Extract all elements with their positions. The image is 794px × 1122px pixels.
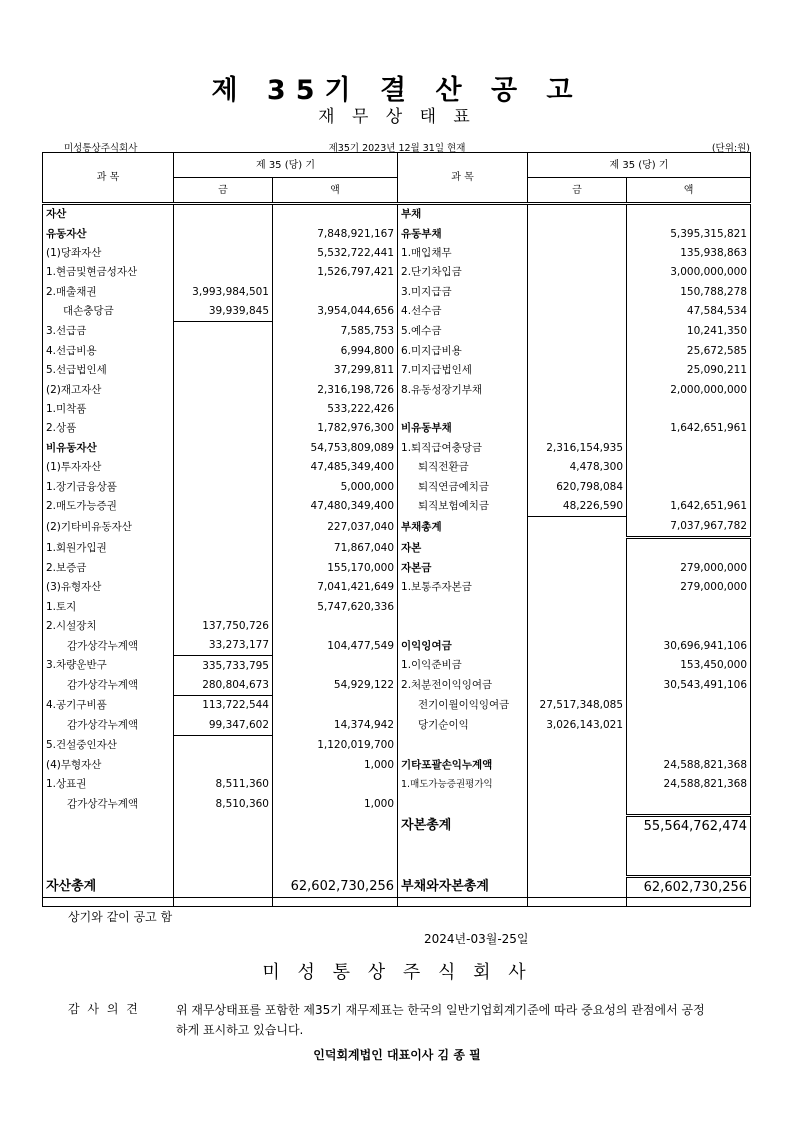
- left-amount-sub: [174, 597, 273, 616]
- right-account-label: [398, 400, 528, 419]
- right-amount-total: 5,395,315,821: [627, 224, 751, 243]
- table-row: [43, 204, 751, 225]
- left-account-label: 3.선급금: [43, 322, 174, 342]
- left-amount-sub: 8,510,360: [174, 794, 273, 815]
- right-account-label: 1.보통주자본금: [398, 578, 528, 597]
- right-amount-sub: [528, 381, 627, 400]
- right-amount-sub: [528, 815, 627, 836]
- right-amount-total: 279,000,000: [627, 578, 751, 597]
- right-amount-total: 24,588,821,368: [627, 775, 751, 794]
- left-amount-total: [273, 204, 398, 225]
- left-amount-total: [273, 656, 398, 676]
- right-amount-total: [627, 400, 751, 419]
- table-row: [43, 322, 751, 342]
- right-amount-total: [627, 538, 751, 559]
- right-account-label: 비유동부채: [398, 419, 528, 438]
- right-amount-sub: [528, 342, 627, 361]
- right-amount-total: 55,564,762,474: [627, 815, 751, 836]
- left-amount-total: [273, 836, 398, 855]
- left-amount-sub: [174, 400, 273, 419]
- right-amount-total: 3,000,000,000: [627, 263, 751, 282]
- left-amount-total: 7,041,421,649: [273, 578, 398, 597]
- left-account-label: [43, 836, 174, 855]
- left-amount-sub: [174, 855, 273, 876]
- left-account-label: 4.선급비용: [43, 342, 174, 361]
- balance-sheet-body: [43, 204, 751, 907]
- right-amount-sub: [528, 517, 627, 538]
- right-account-label: [398, 617, 528, 636]
- left-amount-total: 37,299,811: [273, 361, 398, 380]
- header-amount-right-1: 금: [528, 178, 627, 204]
- left-amount-total: 3,954,044,656: [273, 302, 398, 322]
- table-row: [43, 815, 751, 836]
- table-row: [43, 381, 751, 400]
- closing-cell: [528, 898, 627, 907]
- right-account-label: 당기순이익: [398, 716, 528, 736]
- left-account-label: 자산: [43, 204, 174, 225]
- table-row: [43, 676, 751, 696]
- right-account-label: 1.이익준비금: [398, 656, 528, 676]
- right-amount-sub: [528, 361, 627, 380]
- left-account-label: 자산총계: [43, 876, 174, 897]
- right-amount-total: [627, 716, 751, 736]
- table-row: [43, 636, 751, 656]
- table-row: [43, 458, 751, 477]
- right-account-label: 부채: [398, 204, 528, 225]
- left-account-label: 2.매도가능증권: [43, 497, 174, 517]
- left-amount-sub: [174, 263, 273, 282]
- right-amount-sub: [528, 617, 627, 636]
- left-account-label: 유동자산: [43, 224, 174, 243]
- left-amount-sub: 3,993,984,501: [174, 283, 273, 302]
- left-amount-sub: [174, 755, 273, 774]
- right-account-label: 이익잉여금: [398, 636, 528, 656]
- left-amount-total: 1,000: [273, 755, 398, 774]
- right-amount-sub: [528, 302, 627, 322]
- left-amount-total: 5,000,000: [273, 477, 398, 496]
- left-amount-total: 1,526,797,421: [273, 263, 398, 282]
- closing-cell: [627, 898, 751, 907]
- table-row: [43, 497, 751, 517]
- right-account-label: 퇴직전환금: [398, 458, 528, 477]
- right-amount-sub: 4,478,300: [528, 458, 627, 477]
- left-amount-sub: [174, 342, 273, 361]
- header-subject-right: 과 목: [398, 153, 528, 204]
- right-account-label: 4.선수금: [398, 302, 528, 322]
- left-amount-sub: [174, 439, 273, 458]
- closing-cell: [398, 898, 528, 907]
- left-amount-total: 6,994,800: [273, 342, 398, 361]
- left-amount-total: 1,782,976,300: [273, 419, 398, 438]
- left-amount-sub: [174, 736, 273, 756]
- right-account-label: 전기이월이익잉여금: [398, 696, 528, 716]
- table-row: [43, 224, 751, 243]
- table-row: [43, 876, 751, 897]
- left-amount-total: [273, 775, 398, 794]
- right-account-label: [398, 855, 528, 876]
- right-amount-sub: [528, 775, 627, 794]
- right-amount-sub: [528, 597, 627, 616]
- right-amount-total: 10,241,350: [627, 322, 751, 342]
- right-amount-total: 135,938,863: [627, 244, 751, 263]
- table-row: [43, 302, 751, 322]
- left-account-label: [43, 815, 174, 836]
- company-name-small: 미성통상주식회사: [64, 143, 138, 154]
- left-amount-sub: 8,511,360: [174, 775, 273, 794]
- right-amount-sub: [528, 855, 627, 876]
- table-row: [43, 855, 751, 876]
- table-row: [43, 578, 751, 597]
- right-account-label: 8.유동성장기부채: [398, 381, 528, 400]
- left-amount-sub: [174, 815, 273, 836]
- closing-cell: [273, 898, 398, 907]
- right-amount-sub: [528, 578, 627, 597]
- right-amount-total: 153,450,000: [627, 656, 751, 676]
- right-account-label: 자본: [398, 538, 528, 559]
- right-account-label: [398, 597, 528, 616]
- table-row: [43, 755, 751, 774]
- right-amount-sub: [528, 400, 627, 419]
- right-amount-sub: [528, 263, 627, 282]
- table-row: [43, 244, 751, 263]
- right-amount-total: [627, 836, 751, 855]
- table-row: [43, 736, 751, 756]
- left-amount-total: 1,120,019,700: [273, 736, 398, 756]
- right-amount-sub: 27,517,348,085: [528, 696, 627, 716]
- right-account-label: 5.예수금: [398, 322, 528, 342]
- right-amount-sub: [528, 322, 627, 342]
- right-account-label: 기타포괄손익누계액: [398, 755, 528, 774]
- table-row: [43, 419, 751, 438]
- left-amount-total: [273, 815, 398, 836]
- left-account-label: 2.상품: [43, 419, 174, 438]
- left-amount-total: 533,222,426: [273, 400, 398, 419]
- left-account-label: 2.시설장치: [43, 617, 174, 636]
- right-amount-total: 7,037,967,782: [627, 517, 751, 538]
- left-amount-sub: [174, 517, 273, 538]
- left-account-label: 감가상각누계액: [43, 716, 174, 736]
- unit-label: (단위:원): [711, 143, 750, 154]
- left-amount-sub: 335,733,795: [174, 656, 273, 676]
- left-amount-sub: [174, 876, 273, 897]
- left-account-label: 2.매출채권: [43, 283, 174, 302]
- left-amount-total: 47,485,349,400: [273, 458, 398, 477]
- right-account-label: 퇴직보험예치금: [398, 497, 528, 517]
- left-account-label: (4)무형자산: [43, 755, 174, 774]
- right-amount-total: [627, 736, 751, 756]
- table-row: [43, 716, 751, 736]
- right-account-label: 유동부채: [398, 224, 528, 243]
- table-row: [43, 775, 751, 794]
- left-account-label: 5.건설중인자산: [43, 736, 174, 756]
- left-amount-sub: [174, 224, 273, 243]
- company-name: 미 성 통 상 주 식 회 사: [262, 962, 532, 983]
- left-account-label: 1.토지: [43, 597, 174, 616]
- right-amount-total: 30,696,941,106: [627, 636, 751, 656]
- left-amount-sub: [174, 244, 273, 263]
- right-amount-total: [627, 696, 751, 716]
- left-amount-sub: [174, 458, 273, 477]
- right-amount-total: 25,090,211: [627, 361, 751, 380]
- right-account-label: 2.처분전이익잉여금: [398, 676, 528, 696]
- right-amount-sub: [528, 755, 627, 774]
- right-account-label: 부채총계: [398, 517, 528, 538]
- left-amount-sub: 99,347,602: [174, 716, 273, 736]
- right-amount-sub: 620,798,084: [528, 477, 627, 496]
- left-account-label: [43, 855, 174, 876]
- table-row: [43, 361, 751, 380]
- period-label: 제35기 2023년 12월 31일 현재: [328, 143, 466, 154]
- auditor-signature: 인덕회계법인 대표이사 김 종 필: [313, 1048, 481, 1062]
- right-amount-sub: 2,316,154,935: [528, 439, 627, 458]
- left-amount-sub: [174, 361, 273, 380]
- right-account-label: [398, 736, 528, 756]
- left-amount-total: 104,477,549: [273, 636, 398, 656]
- left-amount-sub: [174, 559, 273, 578]
- right-amount-total: 150,788,278: [627, 283, 751, 302]
- left-amount-total: 2,316,198,726: [273, 381, 398, 400]
- left-amount-sub: 33,273,177: [174, 636, 273, 656]
- right-amount-sub: [528, 559, 627, 578]
- right-amount-total: 24,588,821,368: [627, 755, 751, 774]
- header-amount-left-2: 액: [273, 178, 398, 204]
- left-account-label: (1)당좌자산: [43, 244, 174, 263]
- left-amount-total: 7,585,753: [273, 322, 398, 342]
- left-account-label: 1.미착품: [43, 400, 174, 419]
- left-account-label: 1.장기금융상품: [43, 477, 174, 496]
- left-amount-total: 5,747,620,336: [273, 597, 398, 616]
- right-amount-sub: [528, 676, 627, 696]
- left-account-label: 대손충당금: [43, 302, 174, 322]
- left-account-label: (3)유형자산: [43, 578, 174, 597]
- page-subtitle: 재 무 상 태 표: [318, 107, 476, 127]
- right-amount-total: 62,602,730,256: [627, 876, 751, 897]
- left-account-label: 4.공기구비품: [43, 696, 174, 716]
- right-amount-sub: [528, 538, 627, 559]
- closing-cell: [43, 898, 174, 907]
- right-amount-sub: [528, 636, 627, 656]
- left-amount-sub: 280,804,673: [174, 676, 273, 696]
- right-account-label: 퇴직연금예치금: [398, 477, 528, 496]
- balance-sheet-table: [42, 152, 751, 907]
- right-amount-total: 2,000,000,000: [627, 381, 751, 400]
- page-title: 제 35기 결 산 공 고: [211, 75, 583, 106]
- right-amount-total: 25,672,585: [627, 342, 751, 361]
- left-amount-total: 14,374,942: [273, 716, 398, 736]
- right-account-label: 1.퇴직급여충당금: [398, 439, 528, 458]
- right-amount-total: 1,642,651,961: [627, 419, 751, 438]
- closing-cell: [174, 898, 273, 907]
- left-account-label: (2)기타비유동자산: [43, 517, 174, 538]
- table-row: [43, 342, 751, 361]
- notice-date: 2024년-03월-25일: [424, 932, 529, 946]
- left-amount-total: [273, 696, 398, 716]
- left-amount-total: [273, 855, 398, 876]
- right-amount-total: [627, 439, 751, 458]
- left-amount-total: 155,170,000: [273, 559, 398, 578]
- left-amount-sub: [174, 419, 273, 438]
- right-amount-sub: [528, 419, 627, 438]
- left-amount-sub: [174, 204, 273, 225]
- audit-opinion-label: 감 사 의 견: [68, 1002, 140, 1016]
- right-account-label: 6.미지급비용: [398, 342, 528, 361]
- left-amount-total: 5,532,722,441: [273, 244, 398, 263]
- right-account-label: 부채와자본총계: [398, 876, 528, 897]
- right-account-label: 1.매도가능증권평가익: [398, 775, 528, 794]
- header-amount-left-1: 금: [174, 178, 273, 204]
- left-account-label: 3.차량운반구: [43, 656, 174, 676]
- left-amount-sub: [174, 497, 273, 517]
- table-row: [43, 559, 751, 578]
- right-account-label: [398, 794, 528, 815]
- header-period-left: 제 35 (당) 기: [174, 153, 398, 178]
- left-account-label: 감가상각누계액: [43, 794, 174, 815]
- table-row: [43, 836, 751, 855]
- right-amount-total: [627, 204, 751, 225]
- table-row: [43, 794, 751, 815]
- left-account-label: 비유동자산: [43, 439, 174, 458]
- audit-opinion-text: 위 재무상태표를 포함한 제35기 재무제표는 한국의 일반기업회계기준에 따라 중요성의 관점에서 공정하게 표시하고 있습니다.: [176, 1003, 705, 1037]
- header-period-right: 제 35 (당) 기: [528, 153, 751, 178]
- table-closing-row: [43, 898, 751, 907]
- right-amount-total: [627, 617, 751, 636]
- left-account-label: 2.보증금: [43, 559, 174, 578]
- left-amount-total: [273, 283, 398, 302]
- table-row: [43, 617, 751, 636]
- table-row: [43, 538, 751, 559]
- table-row: [43, 477, 751, 496]
- table-row: [43, 517, 751, 538]
- left-account-label: 5.선급법인세: [43, 361, 174, 380]
- right-amount-sub: 48,226,590: [528, 497, 627, 517]
- left-amount-sub: [174, 836, 273, 855]
- left-amount-sub: [174, 578, 273, 597]
- right-amount-sub: [528, 283, 627, 302]
- right-account-label: 자본금: [398, 559, 528, 578]
- table-row: [43, 597, 751, 616]
- table-row: [43, 400, 751, 419]
- table-row: [43, 696, 751, 716]
- right-amount-total: 279,000,000: [627, 559, 751, 578]
- right-account-label: 7.미지급법인세: [398, 361, 528, 380]
- left-amount-total: 54,753,809,089: [273, 439, 398, 458]
- right-amount-total: 30,543,491,106: [627, 676, 751, 696]
- header-amount-right-2: 액: [627, 178, 751, 204]
- right-amount-sub: [528, 224, 627, 243]
- right-account-label: 3.미지급금: [398, 283, 528, 302]
- right-amount-total: 47,584,534: [627, 302, 751, 322]
- table-row: [43, 263, 751, 282]
- left-amount-total: 71,867,040: [273, 538, 398, 559]
- right-account-label: 자본총계: [398, 815, 528, 836]
- left-amount-sub: 113,722,544: [174, 696, 273, 716]
- left-account-label: 1.회원가입권: [43, 538, 174, 559]
- left-account-label: (2)재고자산: [43, 381, 174, 400]
- right-amount-sub: [528, 876, 627, 897]
- right-amount-total: [627, 794, 751, 815]
- left-amount-sub: [174, 538, 273, 559]
- table-row: [43, 283, 751, 302]
- right-account-label: [398, 836, 528, 855]
- right-amount-total: 1,642,651,961: [627, 497, 751, 517]
- right-account-label: 2.단기차입금: [398, 263, 528, 282]
- left-amount-sub: 39,939,845: [174, 302, 273, 322]
- left-account-label: (1)투자자산: [43, 458, 174, 477]
- right-amount-total: [627, 477, 751, 496]
- right-amount-sub: [528, 794, 627, 815]
- right-amount-total: [627, 855, 751, 876]
- left-amount-sub: [174, 477, 273, 496]
- right-amount-total: [627, 458, 751, 477]
- right-amount-total: [627, 597, 751, 616]
- header-subject-left: 과 목: [43, 153, 174, 204]
- right-amount-sub: [528, 244, 627, 263]
- left-amount-total: 7,848,921,167: [273, 224, 398, 243]
- right-amount-sub: [528, 204, 627, 225]
- left-amount-total: [273, 617, 398, 636]
- left-amount-total: 1,000: [273, 794, 398, 815]
- right-amount-sub: 3,026,143,021: [528, 716, 627, 736]
- left-amount-sub: 137,750,726: [174, 617, 273, 636]
- left-account-label: 1.상표권: [43, 775, 174, 794]
- left-amount-total: 227,037,040: [273, 517, 398, 538]
- left-amount-total: 54,929,122: [273, 676, 398, 696]
- left-account-label: 감가상각누계액: [43, 676, 174, 696]
- left-amount-sub: [174, 322, 273, 342]
- right-amount-sub: [528, 836, 627, 855]
- right-amount-sub: [528, 656, 627, 676]
- left-amount-total: 62,602,730,256: [273, 876, 398, 897]
- left-account-label: 감가상각누계액: [43, 636, 174, 656]
- notice-text: 상기와 같이 공고 함: [68, 910, 173, 924]
- right-account-label: 1.매입채무: [398, 244, 528, 263]
- table-row: [43, 439, 751, 458]
- left-amount-total: 47,480,349,400: [273, 497, 398, 517]
- table-row: [43, 656, 751, 676]
- left-account-label: 1.현금및현금성자산: [43, 263, 174, 282]
- left-amount-sub: [174, 381, 273, 400]
- right-amount-sub: [528, 736, 627, 756]
